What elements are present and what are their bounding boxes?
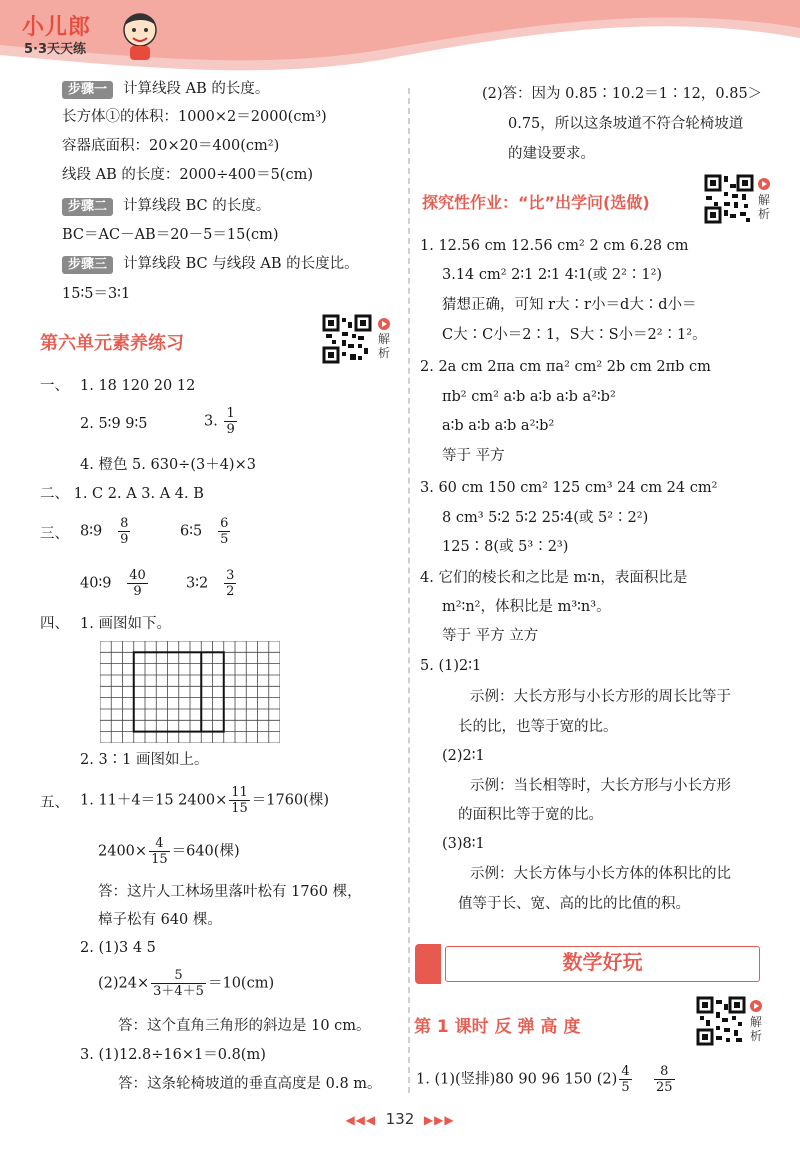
answer-line: 示例：大长方体与小长方体的体积比的比 [470, 866, 731, 882]
answer-line: 示例：当长相等时，大长方形与小长方形 [470, 778, 731, 794]
answer-line: 值等于长、宽、高的比的比值的积。 [458, 896, 690, 912]
fraction: $\frac{5}{3+4+5}$ [153, 968, 204, 999]
answer-line: 答：这个直角三角形的斜边是 10 cm。 [118, 1018, 371, 1034]
fraction: $\frac{8}{9}$ [120, 516, 129, 547]
next-arrows-icon: ▶▶▶ [423, 1113, 455, 1127]
answer-line: 猜想正确，可知 r大∶r小＝d大∶d小＝ [442, 297, 697, 313]
step-two [62, 196, 270, 216]
grid-drawing [100, 641, 280, 743]
expr: 2400× [98, 843, 148, 860]
text-line: 15∶5＝3∶1 [62, 286, 131, 302]
qr-label: 解析 [758, 193, 771, 221]
text-line: 线段 AB 的长度：2000÷400＝5(cm) [62, 167, 313, 183]
qr-code-icon[interactable] [696, 996, 746, 1046]
fraction: $\frac{1}{9}$ [226, 406, 235, 437]
section-title: 探究性作业：“比”出学问(选做) [422, 193, 650, 212]
fraction: $\frac{6}{5}$ [220, 516, 229, 547]
play-icon[interactable] [758, 178, 770, 190]
step-text: 计算线段 BC 与线段 AB 的长度比。 [123, 256, 359, 272]
answer-line: 4. 橙色 5. 630÷(3＋4)×3 [80, 457, 256, 473]
expr: ＝10(cm) [207, 975, 275, 992]
qr-code-icon[interactable] [322, 314, 372, 364]
logo-subtext: 5·3天天练 [24, 42, 87, 57]
answer-line: 二、 1. C 2. A 3. A 4. B [40, 486, 204, 502]
expr: ＝640(棵) [171, 843, 240, 860]
lesson-title: 第 1 课时 反 弹 高 度 [414, 1017, 581, 1037]
step-tag: 步骤一 [62, 81, 113, 99]
fraction: $\frac{40}{9}$ [129, 568, 146, 599]
answer-line: 8 cm³ 5∶2 5∶2 25∶4(或 5²∶2²) [442, 510, 649, 526]
prev-arrows-icon: ◀◀◀ [345, 1113, 377, 1127]
expr: 1. (1)(竖排)80 90 96 150 (2) [416, 1071, 618, 1088]
qr-label: 解析 [750, 1015, 763, 1043]
logo-text: 小儿郎 [22, 15, 92, 40]
fraction: $\frac{3}{2}$ [226, 568, 235, 599]
ratio-text: 6∶5 [180, 523, 203, 540]
answer-line: a∶b a∶b a∶b a²∶b² [442, 418, 555, 434]
answer-line: πb² cm² a∶b a∶b a∶b a²∶b² [442, 389, 616, 405]
answer-line: 示例：大长方形与小长方形的周长比等于 [470, 689, 731, 705]
ratio-text: 3∶2 [186, 575, 209, 592]
answer-line: 5. (1)2∶1 [420, 658, 482, 674]
section-one-head: 一、 [40, 378, 69, 394]
answer-line: 2. (1)3 4 5 [80, 940, 156, 956]
play-icon[interactable] [750, 1000, 762, 1012]
fraction: $\frac{4}{5}$ [621, 1064, 630, 1095]
section-five-head: 五、 [40, 795, 69, 811]
answer-line: 4. 它们的棱长和之比是 m∶n，表面积比是 [420, 570, 688, 586]
answer-line: 3. (1)12.8÷16×1＝0.8(m) [80, 1047, 266, 1063]
answer-line: 2. 3∶1 画图如上。 [80, 752, 209, 768]
answer-line [98, 968, 274, 999]
answer-line: 答：这条轮椅坡道的垂直高度是 0.8 m。 [118, 1076, 382, 1092]
answer-line: 3.14 cm² 2∶1 2∶1 4∶1(或 2²∶1²) [442, 267, 663, 283]
answer-line [98, 836, 240, 867]
step-text: 计算线段 AB 的长度。 [123, 81, 270, 97]
play-icon[interactable] [378, 318, 390, 330]
section-four-head: 四、 [40, 616, 69, 632]
q-number: 3. [204, 413, 218, 430]
expr: ＝1760(棵) [251, 792, 329, 809]
answer-line: 1. 12.56 cm 12.56 cm² 2 cm 6.28 cm [420, 238, 689, 254]
step-tag: 步骤三 [62, 256, 113, 274]
answer-line: (2)答：因为 0.85∶10.2＝1∶12，0.85＞ [482, 86, 763, 102]
text-line: 容器底面积：20×20＝400(cm²) [62, 138, 280, 154]
brand-logo [14, 8, 124, 58]
step-text: 计算线段 BC 的长度。 [123, 198, 271, 214]
answer-line: 的建设要求。 [508, 146, 595, 162]
fraction: $\frac{11}{15}$ [231, 785, 248, 816]
expr: (2)24× [98, 975, 150, 992]
text-line: BC＝AC－AB＝20－5＝15(cm) [62, 227, 279, 243]
ratio-answer [186, 568, 238, 599]
chapter-banner [415, 944, 760, 984]
answer-line [80, 785, 329, 816]
page-number: 132 [385, 1110, 415, 1128]
answer-line: 等于 平方 [442, 448, 505, 464]
qr-code-icon[interactable] [704, 174, 754, 224]
answer-line: 2. 2a cm 2πa cm πa² cm² 2b cm 2πb cm [420, 359, 711, 375]
answer-line: 答：这片人工林场里落叶松有 1760 棵， [98, 884, 362, 900]
answer-line: m²∶n²，体积比是 m³∶n³。 [442, 599, 611, 615]
answer-line: 2. 5∶9 9∶5 [80, 416, 148, 432]
step-tag: 步骤二 [62, 198, 113, 216]
step-one [62, 79, 269, 99]
expr: 1. 11＋4＝15 2400× [80, 792, 228, 809]
ratio-answer [80, 568, 150, 599]
answer-line: 等于 平方 立方 [442, 628, 539, 644]
ratio-answer [180, 516, 232, 547]
answer-line [416, 1064, 677, 1095]
answer-line: (2)2∶1 [442, 748, 485, 764]
section-title: 第六单元素养练习 [40, 333, 184, 354]
answer-line: C大∶C小＝2∶1，S大∶S小＝2²∶1²。 [442, 327, 707, 343]
page-footer [0, 1110, 800, 1128]
fraction: $\frac{8}{25}$ [656, 1064, 673, 1095]
answer-line: 的面积比等于宽的比。 [458, 807, 603, 823]
fraction: $\frac{4}{15}$ [151, 836, 168, 867]
ratio-answer [80, 516, 132, 547]
answer-line: 3. 60 cm 150 cm² 125 cm³ 24 cm 24 cm² [420, 480, 718, 496]
qr-label: 解析 [378, 332, 391, 360]
step-three [62, 254, 359, 274]
answer-line: 樟子松有 640 棵。 [98, 912, 222, 928]
answer-line: (3)8∶1 [442, 836, 485, 852]
answer-line: 0.75，所以这条坡道不符合轮椅坡道 [508, 116, 744, 132]
answer-line: 1. 18 120 20 12 [80, 378, 196, 394]
answer-line: 1. 画图如下。 [80, 616, 171, 632]
ratio-text: 40∶9 [80, 575, 112, 592]
ratio-text: 8∶9 [80, 523, 103, 540]
mascot-icon [118, 8, 162, 62]
banner-title: 数学好玩 [562, 950, 643, 974]
banner-accent [415, 944, 441, 984]
column-divider [408, 88, 410, 1093]
answer-line: 125∶8(或 5³∶2³) [442, 539, 569, 555]
section-three-head: 三、 [40, 526, 69, 542]
text-line: 长方体①的体积：1000×2＝2000(cm³) [62, 109, 327, 125]
answer-line: 长的比，也等于宽的比。 [458, 719, 618, 735]
answer-fraction-line [204, 406, 239, 437]
